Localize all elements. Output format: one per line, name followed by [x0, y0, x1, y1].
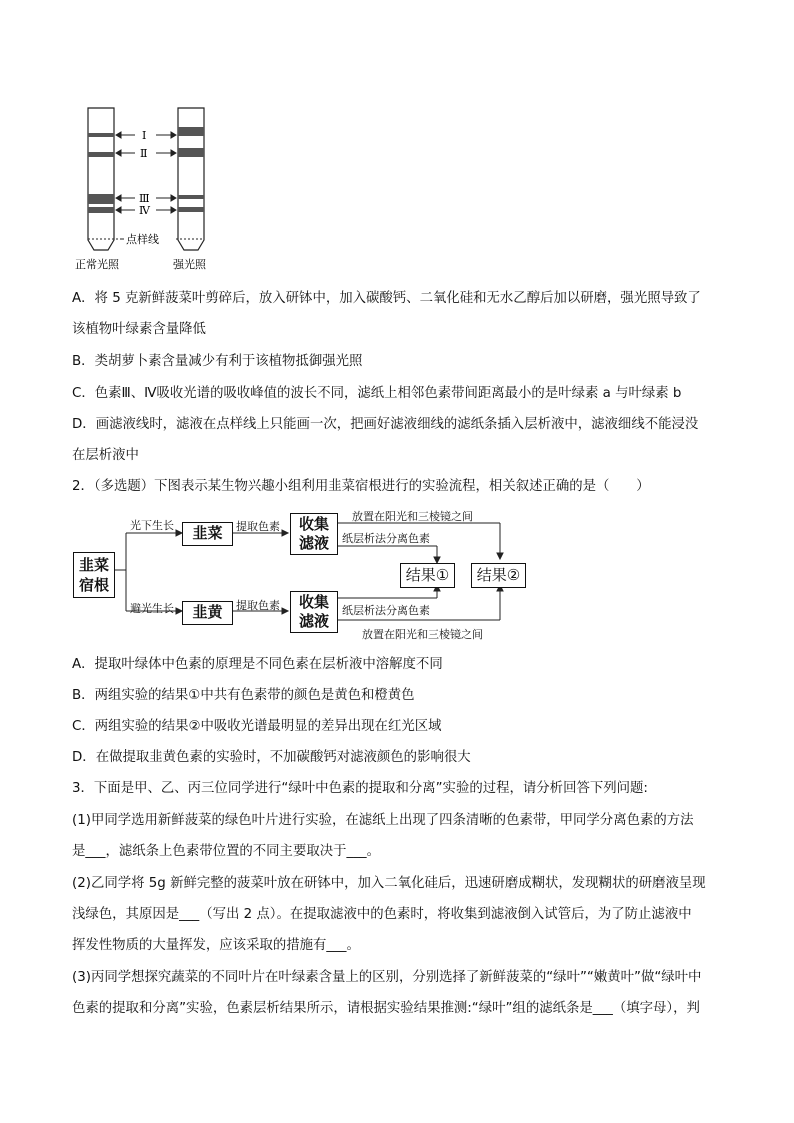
sun-bottom-label: 放置在阳光和三棱镜之间 — [362, 628, 483, 641]
node-root-text: 韭菜宿根 — [78, 556, 109, 594]
q2-option-c: C．两组实验的结果②中吸收光谱最明显的差异出现在红光区域 — [72, 719, 442, 734]
band-strong-ii — [178, 148, 204, 157]
q2-option-d: D．在做提取韭黄色素的实验时，不加碳酸钙对滤液颜色的影响很大 — [72, 750, 471, 765]
q3-part1-line1: (1)甲同学选用新鲜菠菜的绿色叶片进行实验，在滤纸上出现了四条清晰的色素带，甲同学分离色素的方法 — [72, 813, 694, 828]
q3-part3-line2: 色素的提取和分离”实验，色素层析结果所示，请根据实验结果推测:“绿叶”组的滤纸条是___（填字母），判 — [72, 1001, 700, 1016]
band-normal-i — [88, 133, 114, 137]
q1-option-b: B．类胡萝卜素含量减少有利于该植物抵御强光照 — [72, 354, 363, 369]
node-plant-bottom: 韭黄 — [182, 601, 233, 625]
q1-option-d-line1: D．画滤液线时，滤液在点样线上只能画一次，把画好滤液细线的滤纸条插入层析液中，滤液细线不能浸没 — [72, 417, 699, 432]
extract-bottom-label: 提取色素 — [236, 599, 280, 612]
q2-option-b: B．两组实验的结果①中共有色素带的颜色是黄色和橙黄色 — [72, 688, 415, 703]
sun-top-label: 放置在阳光和三棱镜之间 — [352, 510, 473, 523]
band-strong-iv — [178, 207, 204, 212]
branch-bottom-label: 避光生长 — [130, 602, 174, 615]
tube-normal-light — [88, 108, 114, 250]
q2-stem: 2．（多选题）下图表示某生物兴趣小组利用韭菜宿根进行的实验流程，相关叙述正确的是（ ） — [72, 479, 650, 494]
q1-option-d-line2: 在层析液中 — [72, 448, 139, 463]
label-i: Ⅰ — [142, 129, 147, 142]
q3-part2-line3: 挥发性物质的大量挥发，应该采取的措施有___。 — [72, 938, 360, 953]
tube-right-label: 强光照 — [173, 258, 206, 271]
node-result2: 结果② — [471, 563, 526, 588]
chromatography-figure — [60, 100, 260, 275]
node-collect-top-text: 收集滤液 — [298, 515, 329, 552]
node-collect-bottom-text: 收集滤液 — [298, 593, 329, 630]
q3-part2-line2: 浅绿色，其原因是___（写出 2 点）。在提取滤液中的色素时，将收集到滤液倒入试管后，为了防止滤液中 — [72, 907, 692, 922]
q2-option-a: A．提取叶绿体中色素的原理是不同色素在层析液中溶解度不同 — [72, 657, 443, 672]
node-collect-bottom — [290, 591, 338, 633]
node-plant-top: 韭菜 — [182, 522, 233, 546]
label-ii: Ⅱ — [140, 147, 148, 160]
label-iii: Ⅲ — [139, 192, 150, 205]
band-normal-ii — [88, 152, 114, 157]
label-iv: Ⅳ — [139, 204, 150, 217]
node-result1: 结果① — [400, 563, 455, 588]
branch-top-label: 光下生长 — [130, 519, 174, 532]
node-collect-top — [290, 513, 338, 555]
q3-part3-line1: (3)丙同学想探究蔬菜的不同叶片在叶绿素含量上的区别，分别选择了新鲜菠菜的“绿叶”“嫩黄叶”做“绿叶中 — [72, 970, 702, 985]
q3-part2-line1: (2)乙同学将 5g 新鲜完整的菠菜叶放在研钵中，加入二氧化硅后，迅速研磨成糊状，发现糊状的研磨液呈现 — [72, 876, 706, 891]
chrom-top-label: 纸层析法分离色素 — [342, 532, 430, 545]
band-normal-iii — [88, 194, 114, 204]
q3-stem: 3．下面是甲、乙、丙三位同学进行“绿叶中色素的提取和分离”实验的过程，请分析回答下列问题: — [72, 781, 648, 796]
origin-label: 点样线 — [126, 233, 159, 246]
chrom-bottom-label: 纸层析法分离色素 — [342, 604, 430, 617]
extract-top-label: 提取色素 — [236, 520, 280, 533]
q3-part1-line2: 是___，滤纸条上色素带位置的不同主要取决于___。 — [72, 844, 380, 859]
q1-option-c: C．色素Ⅲ、Ⅳ吸收光谱的吸收峰值的波长不同，滤纸上相邻色素带间距离最小的是叶绿素 a 与叶绿素 b — [72, 386, 682, 401]
tube-left-label: 正常光照 — [75, 258, 119, 271]
band-strong-iii — [178, 195, 204, 199]
q1-option-a-line2: 该植物叶绿素含量降低 — [72, 322, 206, 337]
q1-option-a-line1: A．将 5 克新鲜菠菜叶剪碎后，放入研钵中，加入碳酸钙、二氧化硅和无水乙醇后加以研磨，强光照导致了 — [72, 291, 701, 306]
band-normal-iv — [88, 207, 114, 213]
band-strong-i — [178, 127, 204, 136]
node-root — [73, 552, 115, 598]
